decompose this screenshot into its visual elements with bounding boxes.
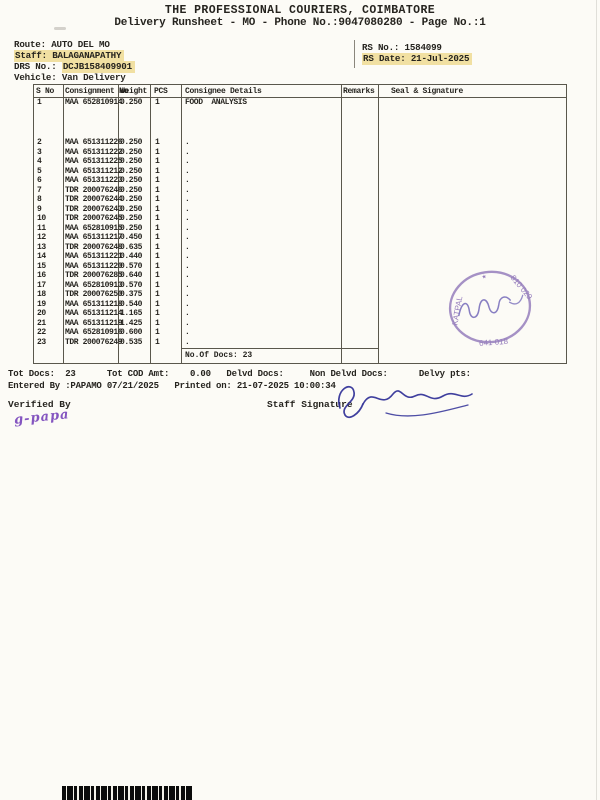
cell-sno: 3 (37, 147, 42, 157)
cell-remarks (341, 300, 378, 310)
cell-consignment-no: MAA 651311217 (65, 233, 123, 242)
cell-pcs: 1 (155, 166, 160, 176)
staff-line (14, 50, 124, 61)
cell-sno: 16 (37, 271, 46, 280)
cell-weight: 0.535 (120, 337, 143, 347)
table-row (34, 167, 566, 177)
header-seal-signature: Seal & Signature (391, 86, 464, 96)
scan-edge-artifact (596, 0, 597, 800)
cell-consignment-no: MAA 651311212 (65, 166, 123, 176)
cell-pcs: 1 (155, 147, 160, 157)
cell-seal-signature (378, 205, 566, 215)
header-consignment-no: Consignment No (65, 86, 129, 96)
cell-sno: 23 (37, 337, 46, 347)
cell-consignee-details: . (185, 290, 190, 299)
rs-date-line (362, 53, 472, 64)
totals-line: Tot Docs: 23 Tot COD Amt: 0.00 Delvd Docs: Non Delvd Docs: Delvy pts: (8, 369, 471, 379)
cell-weight: 0.640 (120, 271, 143, 280)
cell-remarks (341, 167, 378, 177)
cell-consignee-details: . (185, 280, 190, 290)
cell-consignee-details: . (185, 242, 190, 252)
cell-sno: 2 (37, 138, 42, 147)
table-row (34, 243, 566, 253)
cell-consignee-details: . (185, 337, 190, 347)
staff-highlight: Staff: BALAGANAPATHY (14, 50, 124, 62)
cell-pcs: 1 (155, 290, 160, 299)
cell-remarks (341, 290, 378, 300)
cell-weight: 0.250 (120, 214, 143, 223)
cell-consignment-no: MAA 652810913 (65, 280, 123, 290)
table-row (34, 214, 566, 224)
cell-seal-signature (378, 214, 566, 224)
cell-seal-signature (378, 138, 566, 148)
cell-weight: 1.165 (120, 309, 143, 318)
cell-pcs: 1 (155, 337, 160, 347)
cell-consignee-details: . (185, 299, 190, 309)
cell-seal-signature (378, 195, 566, 205)
verified-by-label: Verified By (8, 399, 71, 410)
cell-seal-signature (378, 252, 566, 262)
cell-sno: 14 (37, 252, 46, 261)
cell-remarks (341, 328, 378, 338)
cell-remarks (341, 233, 378, 243)
cell-sno: 17 (37, 280, 46, 290)
vehicle-line: Vehicle: Van Delivery (14, 72, 126, 83)
cell-remarks (341, 98, 378, 138)
cell-consignment-no: MAA 651311214 (65, 309, 123, 318)
cell-sno: 1 (37, 98, 42, 107)
cell-remarks (341, 281, 378, 291)
company-title: THE PROFESSIONAL COURIERS, COIMBATORE (164, 4, 436, 17)
cell-consignment-no: MAA 652810916 (65, 328, 123, 337)
cell-consignee-details: . (185, 223, 190, 233)
cell-sno: 11 (37, 223, 46, 233)
table-row (34, 224, 566, 234)
cell-sno: 8 (37, 195, 42, 204)
cell-pcs: 1 (155, 214, 160, 223)
stamp-star-icon: ★ (481, 272, 488, 282)
cell-sno: 20 (37, 309, 46, 318)
stamp-text-right: 810 029 (508, 273, 535, 302)
cell-consignment-no: MAA 651311223 (65, 176, 123, 185)
cell-sno: 10 (37, 214, 46, 223)
stamp-handwriting-tail (509, 295, 524, 304)
cell-weight: 0.375 (120, 290, 143, 299)
table-row (34, 205, 566, 215)
cell-sno: 13 (37, 242, 46, 252)
scan-smudge-artifact (54, 27, 66, 30)
cell-seal-signature (378, 176, 566, 186)
route-line: Route: AUTO DEL MO (14, 39, 110, 50)
runsheet-table (33, 84, 567, 364)
header-remarks: Remarks (343, 86, 375, 96)
table-row (34, 138, 566, 148)
cell-weight: 0.540 (120, 299, 143, 309)
cell-weight: 0.635 (120, 242, 143, 252)
cell-weight: 0.250 (120, 176, 143, 185)
cell-consignee-details: . (185, 214, 190, 223)
cell-consignee-details: . (185, 185, 190, 195)
cell-sno: 18 (37, 290, 46, 299)
cell-consignment-no: MAA 651311219 (65, 318, 123, 328)
cell-remarks (341, 148, 378, 158)
cell-seal-signature (378, 148, 566, 158)
handwritten-verifier-initial: g-papa (13, 407, 71, 428)
cell-sno: 9 (37, 204, 42, 214)
cell-consignee-details: FOOD ANALYSIS (185, 98, 247, 107)
cell-weight: 0.450 (120, 233, 143, 242)
rs-no-line: RS No.: 1584099 (362, 42, 442, 53)
cell-sno: 19 (37, 299, 46, 309)
cell-pcs: 1 (155, 309, 160, 318)
cell-sno: 21 (37, 318, 46, 328)
cell-remarks (341, 338, 378, 348)
cell-remarks (341, 214, 378, 224)
cell-remarks (341, 319, 378, 329)
staff-signature-label: Staff Signature (267, 399, 353, 410)
cell-consignment-no: TDR 200076250 (65, 290, 123, 299)
cell-remarks (341, 205, 378, 215)
cell-consignment-no: MAA 651311225 (65, 157, 123, 166)
cell-pcs: 1 (155, 195, 160, 204)
cell-pcs: 1 (155, 242, 160, 252)
cell-seal-signature (378, 233, 566, 243)
no-of-docs: No.Of Docs: 23 (181, 348, 378, 360)
cell-weight: 0.250 (120, 157, 143, 166)
cell-consignment-no: MAA 651311222 (65, 147, 123, 157)
cell-weight: 0.250 (120, 204, 143, 214)
cell-pcs: 1 (155, 98, 160, 107)
cell-seal-signature (378, 157, 566, 167)
cell-pcs: 1 (155, 328, 160, 337)
courier-stamp (437, 259, 544, 356)
cell-remarks (341, 157, 378, 167)
table-row (34, 157, 566, 167)
cell-consignee-details: . (185, 309, 190, 318)
cell-consignee-details: . (185, 138, 190, 147)
cell-consignee-details: . (185, 176, 190, 185)
drs-value-highlight: DCJB158409901 (62, 61, 135, 73)
cell-weight: 0.440 (120, 252, 143, 261)
cell-remarks (341, 309, 378, 319)
drs-label: DRS No.: (14, 61, 62, 72)
stamp-handwriting-stroke (457, 296, 512, 319)
cell-pcs: 1 (155, 280, 160, 290)
stamp-text-left: KATPAL (450, 295, 465, 327)
cell-pcs: 1 (155, 185, 160, 195)
cell-consignee-details: . (185, 271, 190, 280)
cell-consignee-details: . (185, 166, 190, 176)
cell-remarks (341, 176, 378, 186)
header-pcs: PCS (154, 86, 168, 96)
cell-consignment-no: MAA 652810914 (65, 98, 123, 107)
cell-pcs: 1 (155, 261, 160, 271)
table-row (34, 98, 566, 138)
cell-pcs: 1 (155, 252, 160, 261)
stamp-text-bottom: 641 018 (478, 336, 509, 348)
cell-weight: 0.570 (120, 261, 143, 271)
cell-consignment-no: TDR 200076248 (65, 242, 123, 252)
cell-sno: 4 (37, 157, 42, 166)
cell-seal-signature (378, 167, 566, 177)
cell-pcs: 1 (155, 176, 160, 185)
entered-printed-line: Entered By :PAPAMO 07/21/2025 Printed on: 21-07-2025 10:00:34 (8, 381, 336, 391)
cell-remarks (341, 262, 378, 272)
cell-consignee-details: . (185, 252, 190, 261)
cell-remarks (341, 243, 378, 253)
cell-weight: 0.250 (120, 185, 143, 195)
cell-seal-signature (378, 186, 566, 196)
cell-remarks (341, 224, 378, 234)
cell-consignment-no: TDR 200076249 (65, 337, 123, 347)
cell-pcs: 1 (155, 223, 160, 233)
cell-seal-signature (378, 98, 566, 138)
cell-seal-signature (378, 243, 566, 253)
cell-consignee-details: . (185, 147, 190, 157)
cell-remarks (341, 195, 378, 205)
cell-weight: 0.250 (120, 147, 143, 157)
cell-weight: 1.425 (120, 318, 143, 328)
cell-pcs: 1 (155, 204, 160, 214)
cell-pcs: 1 (155, 138, 160, 147)
cell-sno: 7 (37, 185, 42, 195)
cell-consignee-details: . (185, 204, 190, 214)
header-consignee-details: Consignee Details (185, 86, 262, 96)
cell-pcs: 1 (155, 271, 160, 280)
cell-consignment-no: TDR 200076285 (65, 271, 123, 280)
cell-remarks (341, 252, 378, 262)
cell-consignment-no: MAA 651311221 (65, 252, 123, 261)
cell-weight: 0.250 (120, 223, 143, 233)
cell-consignee-details: . (185, 195, 190, 204)
cell-seal-signature (378, 224, 566, 234)
cell-weight: 0.250 (120, 195, 143, 204)
staff-signature-ink (328, 376, 480, 422)
cell-consignment-no: MAA 651311218 (65, 299, 123, 309)
table-row (34, 233, 566, 243)
cell-consignee-details: . (185, 328, 190, 337)
cell-weight: 0.250 (120, 98, 143, 107)
cell-sno: 12 (37, 233, 46, 242)
cell-consignment-no: MAA 651311226 (65, 138, 123, 147)
cell-consignment-no: TDR 200076245 (65, 214, 123, 223)
drs-line (14, 61, 135, 72)
cell-consignee-details: . (185, 261, 190, 271)
cell-pcs: 1 (155, 157, 160, 166)
cell-sno: 15 (37, 261, 46, 271)
cell-weight: 0.570 (120, 280, 143, 290)
cell-pcs: 1 (155, 299, 160, 309)
cell-consignee-details: . (185, 233, 190, 242)
header-weight: Weight (120, 86, 148, 96)
table-row (34, 176, 566, 186)
cell-consignment-no: MAA 651311220 (65, 261, 123, 271)
cell-consignment-no: TDR 200076246 (65, 185, 123, 195)
header-sno: S No (36, 86, 55, 96)
cell-remarks (341, 271, 378, 281)
cell-consignment-no: TDR 200076243 (65, 204, 123, 214)
header-divider (354, 40, 355, 68)
cell-remarks (341, 186, 378, 196)
runsheet-subtitle: Delivery Runsheet - MO - Phone No.:9047080280 - Page No.:1 (114, 17, 486, 29)
cell-consignee-details: . (185, 318, 190, 328)
rs-date-highlight: RS Date: 21-Jul-2025 (362, 53, 472, 65)
barcode (62, 786, 192, 800)
cell-sno: 6 (37, 176, 42, 185)
cell-consignee-details: . (185, 157, 190, 166)
cell-remarks (341, 138, 378, 148)
table-row (34, 148, 566, 158)
cell-pcs: 1 (155, 318, 160, 328)
table-row (34, 186, 566, 196)
cell-pcs: 1 (155, 233, 160, 242)
cell-sno: 5 (37, 166, 42, 176)
cell-weight: 0.600 (120, 328, 143, 337)
cell-weight: 0.250 (120, 166, 143, 176)
cell-consignment-no: MAA 652810915 (65, 223, 123, 233)
table-header-row (34, 85, 566, 98)
table-row (34, 195, 566, 205)
cell-sno: 22 (37, 328, 46, 337)
cell-weight: 0.250 (120, 138, 143, 147)
table-row (34, 252, 566, 262)
cell-consignment-no: TDR 200076244 (65, 195, 123, 204)
